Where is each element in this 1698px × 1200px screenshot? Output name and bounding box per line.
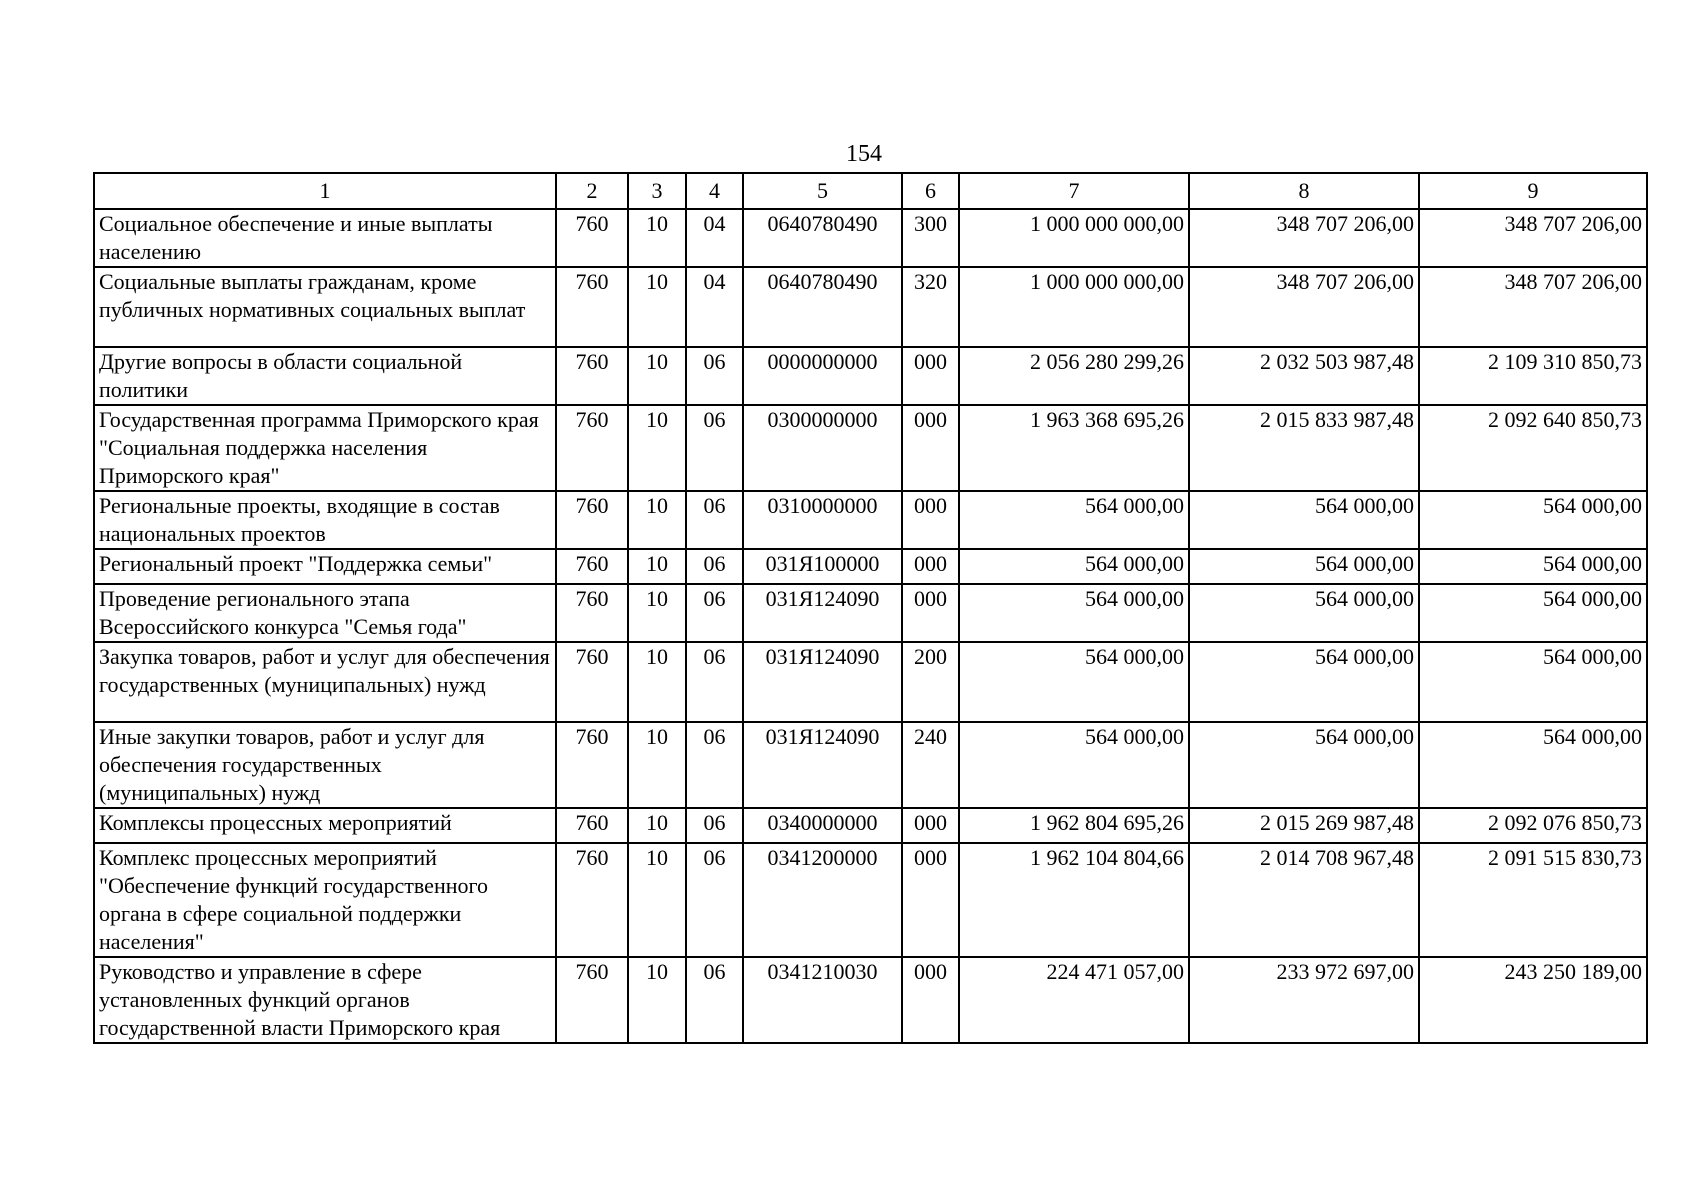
row-col-9-amount: 348 707 206,00 xyxy=(1419,267,1647,347)
row-col-2-cell: 760 xyxy=(556,267,628,347)
table-row xyxy=(94,549,1647,584)
row-col-6-cell: 300 xyxy=(902,209,959,267)
row-col-2-cell: 760 xyxy=(556,957,628,1043)
row-col-8-amount: 564 000,00 xyxy=(1189,642,1419,722)
header-col-1: 1 xyxy=(94,173,556,209)
row-col-8-amount: 348 707 206,00 xyxy=(1189,267,1419,347)
row-col-3-cell: 10 xyxy=(628,405,686,491)
row-name-cell: Закупка товаров, работ и услуг для обеспечения государственных (муниципальных) нужд xyxy=(94,642,556,722)
row-name-cell: Руководство и управление в сфере установленных функций органов государственной власти Приморского края xyxy=(94,957,556,1043)
row-col-4-cell: 06 xyxy=(686,347,743,405)
row-col-9-amount: 348 707 206,00 xyxy=(1419,209,1647,267)
header-col-6: 6 xyxy=(902,173,959,209)
row-col-3-cell: 10 xyxy=(628,843,686,957)
row-col-2-cell: 760 xyxy=(556,642,628,722)
row-col-4-cell: 06 xyxy=(686,642,743,722)
row-col-7-amount: 564 000,00 xyxy=(959,642,1189,722)
row-col-7-amount: 1 000 000 000,00 xyxy=(959,267,1189,347)
row-col-3-cell: 10 xyxy=(628,347,686,405)
row-col-2-cell: 760 xyxy=(556,722,628,808)
row-col-5-cell: 0310000000 xyxy=(743,491,902,549)
row-name-cell: Другие вопросы в области социальной политики xyxy=(94,347,556,405)
row-col-6-cell: 240 xyxy=(902,722,959,808)
page-number: 154 xyxy=(846,141,882,167)
header-col-3: 3 xyxy=(628,173,686,209)
row-col-8-amount: 2 015 833 987,48 xyxy=(1189,405,1419,491)
row-col-5-cell: 0640780490 xyxy=(743,267,902,347)
row-name-cell: Региональный проект "Поддержка семьи" xyxy=(94,549,556,584)
row-col-3-cell: 10 xyxy=(628,209,686,267)
row-col-8-amount: 2 032 503 987,48 xyxy=(1189,347,1419,405)
row-col-4-cell: 06 xyxy=(686,491,743,549)
row-col-9-amount: 564 000,00 xyxy=(1419,642,1647,722)
row-col-8-amount: 564 000,00 xyxy=(1189,722,1419,808)
header-col-2: 2 xyxy=(556,173,628,209)
row-col-2-cell: 760 xyxy=(556,808,628,843)
table-row xyxy=(94,808,1647,843)
row-col-2-cell: 760 xyxy=(556,491,628,549)
row-col-6-cell: 000 xyxy=(902,491,959,549)
table-row xyxy=(94,267,1647,347)
row-col-7-amount: 1 000 000 000,00 xyxy=(959,209,1189,267)
row-col-7-amount: 2 056 280 299,26 xyxy=(959,347,1189,405)
row-col-2-cell: 760 xyxy=(556,843,628,957)
row-col-2-cell: 760 xyxy=(556,209,628,267)
row-col-9-amount: 564 000,00 xyxy=(1419,722,1647,808)
row-col-5-cell: 031Я124090 xyxy=(743,722,902,808)
row-col-8-amount: 564 000,00 xyxy=(1189,584,1419,642)
row-col-9-amount: 243 250 189,00 xyxy=(1419,957,1647,1043)
row-col-3-cell: 10 xyxy=(628,267,686,347)
row-col-5-cell: 031Я124090 xyxy=(743,584,902,642)
row-col-2-cell: 760 xyxy=(556,549,628,584)
table-row xyxy=(94,405,1647,491)
row-col-4-cell: 06 xyxy=(686,957,743,1043)
row-col-2-cell: 760 xyxy=(556,584,628,642)
row-col-5-cell: 0000000000 xyxy=(743,347,902,405)
row-col-6-cell: 000 xyxy=(902,347,959,405)
header-col-5: 5 xyxy=(743,173,902,209)
row-name-cell: Социальные выплаты гражданам, кроме публичных нормативных социальных выплат xyxy=(94,267,556,347)
row-col-3-cell: 10 xyxy=(628,491,686,549)
row-col-6-cell: 200 xyxy=(902,642,959,722)
budget-table xyxy=(93,172,1648,1044)
header-col-9: 9 xyxy=(1419,173,1647,209)
row-col-2-cell: 760 xyxy=(556,405,628,491)
row-col-4-cell: 06 xyxy=(686,584,743,642)
row-col-6-cell: 000 xyxy=(902,549,959,584)
row-col-5-cell: 031Я100000 xyxy=(743,549,902,584)
row-name-cell: Проведение регионального этапа Всероссийского конкурса "Семья года" xyxy=(94,584,556,642)
row-col-6-cell: 000 xyxy=(902,843,959,957)
row-col-9-amount: 2 092 076 850,73 xyxy=(1419,808,1647,843)
row-col-4-cell: 06 xyxy=(686,549,743,584)
row-col-3-cell: 10 xyxy=(628,957,686,1043)
row-col-6-cell: 320 xyxy=(902,267,959,347)
row-col-9-amount: 564 000,00 xyxy=(1419,549,1647,584)
row-col-8-amount: 2 015 269 987,48 xyxy=(1189,808,1419,843)
row-col-5-cell: 0640780490 xyxy=(743,209,902,267)
header-col-8: 8 xyxy=(1189,173,1419,209)
row-col-4-cell: 06 xyxy=(686,843,743,957)
row-col-5-cell: 0340000000 xyxy=(743,808,902,843)
row-col-5-cell: 0300000000 xyxy=(743,405,902,491)
row-name-cell: Иные закупки товаров, работ и услуг для обеспечения государственных (муниципальных) нужд xyxy=(94,722,556,808)
table-row xyxy=(94,347,1647,405)
row-col-3-cell: 10 xyxy=(628,642,686,722)
row-col-9-amount: 564 000,00 xyxy=(1419,584,1647,642)
row-name-cell: Государственная программа Приморского края "Социальная поддержка населения Приморского края" xyxy=(94,405,556,491)
row-name-cell: Комплекс процессных мероприятий "Обеспечение функций государственного органа в сфере социальной поддержки населения" xyxy=(94,843,556,957)
row-col-8-amount: 233 972 697,00 xyxy=(1189,957,1419,1043)
table-row xyxy=(94,209,1647,267)
table-row xyxy=(94,584,1647,642)
row-col-4-cell: 04 xyxy=(686,209,743,267)
row-col-7-amount: 564 000,00 xyxy=(959,584,1189,642)
row-col-7-amount: 1 963 368 695,26 xyxy=(959,405,1189,491)
header-row xyxy=(94,173,1647,209)
table-row xyxy=(94,722,1647,808)
row-col-3-cell: 10 xyxy=(628,722,686,808)
row-col-7-amount: 564 000,00 xyxy=(959,722,1189,808)
row-col-8-amount: 2 014 708 967,48 xyxy=(1189,843,1419,957)
row-col-5-cell: 031Я124090 xyxy=(743,642,902,722)
row-col-3-cell: 10 xyxy=(628,808,686,843)
row-col-6-cell: 000 xyxy=(902,405,959,491)
row-col-7-amount: 224 471 057,00 xyxy=(959,957,1189,1043)
header-col-7: 7 xyxy=(959,173,1189,209)
row-col-3-cell: 10 xyxy=(628,584,686,642)
row-col-7-amount: 1 962 804 695,26 xyxy=(959,808,1189,843)
row-col-5-cell: 0341210030 xyxy=(743,957,902,1043)
row-name-cell: Социальное обеспечение и иные выплаты населению xyxy=(94,209,556,267)
table-row xyxy=(94,957,1647,1043)
table-row xyxy=(94,843,1647,957)
row-col-8-amount: 564 000,00 xyxy=(1189,491,1419,549)
row-col-6-cell: 000 xyxy=(902,957,959,1043)
row-col-8-amount: 348 707 206,00 xyxy=(1189,209,1419,267)
row-col-7-amount: 564 000,00 xyxy=(959,549,1189,584)
row-col-5-cell: 0341200000 xyxy=(743,843,902,957)
row-col-2-cell: 760 xyxy=(556,347,628,405)
row-col-4-cell: 06 xyxy=(686,405,743,491)
row-col-6-cell: 000 xyxy=(902,808,959,843)
row-col-9-amount: 564 000,00 xyxy=(1419,491,1647,549)
row-col-7-amount: 1 962 104 804,66 xyxy=(959,843,1189,957)
row-col-4-cell: 06 xyxy=(686,722,743,808)
row-name-cell: Региональные проекты, входящие в состав национальных проектов xyxy=(94,491,556,549)
table-row xyxy=(94,491,1647,549)
row-col-4-cell: 04 xyxy=(686,267,743,347)
row-col-9-amount: 2 109 310 850,73 xyxy=(1419,347,1647,405)
row-name-cell: Комплексы процессных мероприятий xyxy=(94,808,556,843)
row-col-6-cell: 000 xyxy=(902,584,959,642)
table-row xyxy=(94,642,1647,722)
row-col-9-amount: 2 091 515 830,73 xyxy=(1419,843,1647,957)
row-col-9-amount: 2 092 640 850,73 xyxy=(1419,405,1647,491)
row-col-8-amount: 564 000,00 xyxy=(1189,549,1419,584)
row-col-7-amount: 564 000,00 xyxy=(959,491,1189,549)
row-col-3-cell: 10 xyxy=(628,549,686,584)
row-col-4-cell: 06 xyxy=(686,808,743,843)
header-col-4: 4 xyxy=(686,173,743,209)
